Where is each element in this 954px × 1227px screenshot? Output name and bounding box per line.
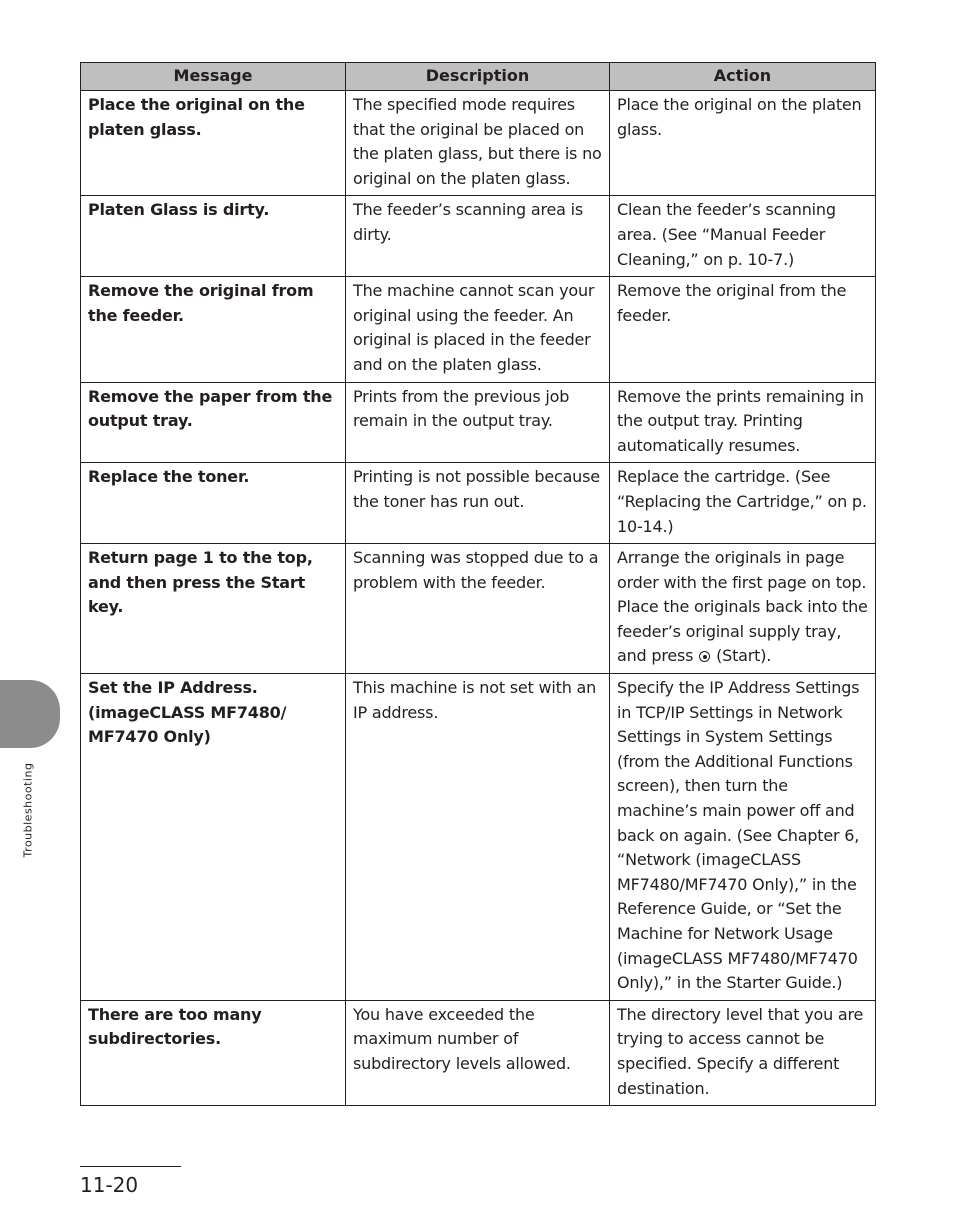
table-row bbox=[81, 196, 876, 277]
table-row bbox=[81, 382, 876, 463]
action-text-end: (Start). bbox=[716, 646, 772, 666]
header-message: Message bbox=[81, 63, 346, 91]
action-cell: Remove the original from the feeder. bbox=[610, 277, 876, 382]
message-cell bbox=[81, 674, 346, 1001]
description-cell: The feeder’s scanning area is dirty. bbox=[346, 196, 610, 277]
action-cell: Replace the cartridge. (See “Replacing the Cartridge,” on p. 10-14.) bbox=[610, 463, 876, 544]
message-line: (imageCLASS MF7480/ bbox=[88, 702, 287, 722]
table-row bbox=[81, 674, 876, 1001]
message-cell: Replace the toner. bbox=[81, 463, 346, 544]
message-cell: Return page 1 to the top, and then press the Start key. bbox=[81, 544, 346, 674]
description-cell: Scanning was stopped due to a problem with the feeder. bbox=[346, 544, 610, 674]
footer-rule bbox=[80, 1166, 181, 1167]
message-cell: There are too many subdirectories. bbox=[81, 1000, 346, 1105]
message-line: Set the IP Address. bbox=[88, 678, 258, 698]
start-key-icon bbox=[699, 651, 710, 662]
action-cell: Clean the feeder’s scanning area. (See “Manual Feeder Cleaning,” on p. 10-7.) bbox=[610, 196, 876, 277]
table-row bbox=[81, 277, 876, 382]
description-cell: The specified mode requires that the original be placed on the platen glass, but there is no original on the platen glass. bbox=[346, 91, 610, 196]
description-cell: You have exceeded the maximum number of subdirectory levels allowed. bbox=[346, 1000, 610, 1105]
message-cell: Platen Glass is dirty. bbox=[81, 196, 346, 277]
action-cell: Remove the prints remaining in the output tray. Printing automatically resumes. bbox=[610, 382, 876, 463]
table-row bbox=[81, 1000, 876, 1105]
message-cell: Place the original on the platen glass. bbox=[81, 91, 346, 196]
action-cell: Specify the IP Address Settings in TCP/IP Settings in Network Settings in System Settings (from the Additional Functions screen), then turn the machine’s main power off and back on again. (See Chapter 6, “Network (imageCLASS MF7480/MF7470 Only),” in the Reference Guide, or “Set the Machine for Network Usage (imageCLASS MF7480/MF7470 Only),” in the Starter Guide.) bbox=[610, 674, 876, 1001]
action-cell: The directory level that you are trying to access cannot be specified. Specify a different destination. bbox=[610, 1000, 876, 1105]
message-cell: Remove the original from the feeder. bbox=[81, 277, 346, 382]
header-description: Description bbox=[346, 63, 610, 91]
message-cell: Remove the paper from the output tray. bbox=[81, 382, 346, 463]
action-text: Arrange the originals in page order with the first page on top. Place the originals back into the feeder’s original supply tray, and press bbox=[617, 548, 868, 666]
description-cell: Printing is not possible because the toner has run out. bbox=[346, 463, 610, 544]
message-line: MF7470 Only) bbox=[88, 727, 211, 747]
table-row bbox=[81, 544, 876, 674]
messages-table bbox=[80, 62, 876, 1106]
description-cell: Prints from the previous job remain in the output tray. bbox=[346, 382, 610, 463]
action-cell: Place the original on the platen glass. bbox=[610, 91, 876, 196]
chapter-label: Troubleshooting bbox=[21, 762, 35, 858]
table-header-row bbox=[81, 63, 876, 91]
action-cell bbox=[610, 544, 876, 674]
chapter-tab bbox=[0, 680, 60, 748]
description-cell: This machine is not set with an IP address. bbox=[346, 674, 610, 1001]
header-action: Action bbox=[610, 63, 876, 91]
table-row bbox=[81, 463, 876, 544]
description-cell: The machine cannot scan your original using the feeder. An original is placed in the feeder and on the platen glass. bbox=[346, 277, 610, 382]
table-row bbox=[81, 91, 876, 196]
page-number: 11-20 bbox=[80, 1173, 139, 1197]
